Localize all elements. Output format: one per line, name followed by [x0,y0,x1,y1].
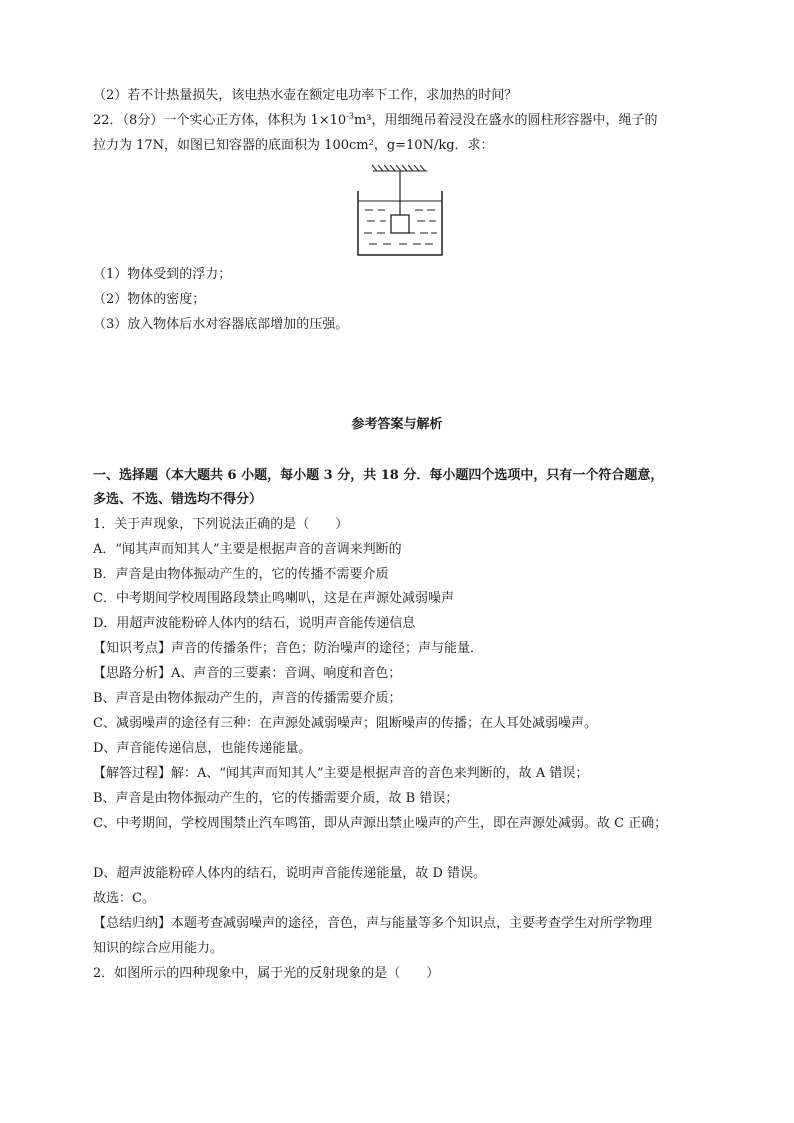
q22-stem-line1 [93,112,658,130]
q1-summary-1: 【总结归纳】本题考查减弱噪声的途径，音色，声与能量等多个知识点，主要考查学生对所学物理 [93,916,653,931]
q1-process-4: D、超声波能粉碎人体内的结石，说明声音能传递能量，故 D 错误。 [93,866,487,881]
q22-sub1: （1）物体受到的浮力； [93,267,232,282]
q22-stem-line2: 拉力为 17N，如图已知容器的底面积为 100cm²，g=10N/kg．求： [93,138,494,153]
q1-analysis-3: C、减弱噪声的途径有三种：在声源处减弱噪声；阻断噪声的传播；在人耳处减弱噪声。 [93,716,597,731]
q2-stem: 2．如图所示的四种现象中，属于光的反射现象的是（ ） [93,966,440,981]
q1-stem: 1．关于声现象，下列说法正确的是（ ） [93,517,349,532]
container-diagram [355,163,445,258]
q22-stem-a: 22．（8分）一个实心正方体，体积为 1×10 [93,113,347,128]
section1-heading-line1: 一、选择题（本大题共 6 小题，每小题 3 分，共 18 分．每小题四个选项中，只有一个符合题意， [93,468,664,483]
q1-summary-2: 知识的综合应用能力。 [93,941,224,956]
q1-knowledge: 【知识考点】声音的传播条件；音色；防治噪声的途径；声与能量． [93,641,484,656]
section1-heading-line2: 多选、不选、错选均不得分） [93,492,263,507]
q22-stem-exponent: -3 [346,111,354,121]
q1-option-a: A．“闻其声而知其人”主要是根据声音的音调来判断的 [93,542,402,557]
q1-option-c: C．中考期间学校周围路段禁止鸣喇叭，这是在声源处减弱噪声 [93,591,454,606]
q1-process-3: C、中考期间，学校周围禁止汽车鸣笛，即从声源出禁止噪声的产生，即在声源处减弱。故 C 正确； [93,816,668,831]
q1-choice: 故选：C。 [93,891,155,906]
line-q21-part2: （2）若不计热量损失，该电热水壶在额定电功率下工作，求加热的时间？ [93,88,518,103]
q1-analysis-2: B、声音是由物体振动产生的，声音的传播需要介质； [93,691,402,706]
ceiling-support [372,165,427,171]
q22-sub2: （2）物体的密度； [93,292,206,307]
answers-title: 参考答案与解析 [351,417,443,432]
solid-cube [391,215,409,233]
q22-stem-b: m³，用细绳吊着浸没在盛水的圆柱形容器中，绳子的 [353,113,658,128]
q1-process-1: 【解答过程】解：A、“闻其声而知其人”主要是根据声音的音色来判断的，故 A 错误； [93,766,589,781]
q1-option-b: B．声音是由物体振动产生的，它的传播不需要介质 [93,567,389,582]
q1-analysis-1: 【思路分析】A、声音的三要素：音调、响度和音色； [93,666,402,681]
q22-sub3: （3）放入物体后水对容器底部增加的压强。 [93,317,349,332]
q1-process-2: B、声音是由物体振动产生的，它的传播需要介质，故 B 错误； [93,791,459,806]
q1-analysis-4: D、声音能传递信息，也能传递能量。 [93,741,312,756]
q1-option-d: D．用超声波能粉碎人体内的结石，说明声音能传递信息 [93,616,416,631]
